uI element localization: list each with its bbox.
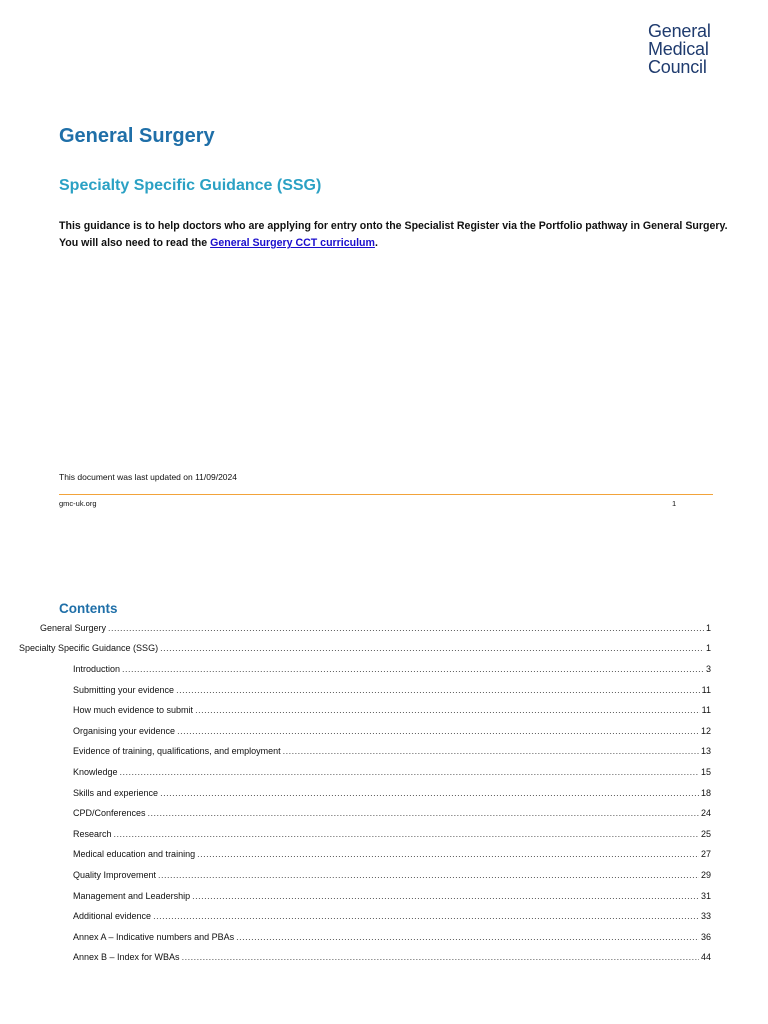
toc-item-page: 44	[700, 952, 711, 962]
toc-item-label: Specialty Specific Guidance (SSG)	[19, 643, 159, 653]
toc-leader	[236, 929, 699, 945]
toc-item[interactable]	[73, 867, 711, 883]
toc-item-label: Management and Leadership	[73, 891, 191, 901]
toc-item-page: 13	[700, 746, 711, 756]
toc-item-label: Evidence of training, qualifications, and employment	[73, 746, 281, 756]
toc-leader	[153, 908, 699, 924]
toc-item-label: Skills and experience	[73, 788, 159, 798]
intro-line-2	[59, 235, 719, 252]
toc-item[interactable]	[73, 743, 711, 759]
curriculum-link[interactable]: General Surgery CCT curriculum	[210, 237, 375, 249]
gmc-logo	[648, 22, 711, 76]
toc-item[interactable]	[73, 764, 711, 780]
toc-item[interactable]	[73, 661, 711, 677]
toc-item-page: 11	[701, 685, 711, 695]
toc-item-page: 15	[700, 767, 711, 777]
intro-line-2-suffix: .	[374, 237, 378, 249]
last-updated: This document was last updated on 11/09/2024	[59, 472, 237, 482]
toc-leader	[182, 949, 699, 965]
toc-item-page: 1	[705, 643, 711, 653]
toc-leader	[108, 620, 704, 636]
toc-item-label: Additional evidence	[73, 911, 152, 921]
toc-item-page: 3	[705, 664, 711, 674]
toc-item[interactable]	[73, 888, 711, 904]
toc-item[interactable]	[73, 702, 711, 718]
toc-item[interactable]	[73, 846, 711, 862]
toc-item-page: 25	[700, 829, 711, 839]
toc-item[interactable]	[73, 929, 711, 945]
toc-leader	[120, 764, 699, 780]
toc-item-page: 18	[700, 788, 711, 798]
page-title: General Surgery	[59, 125, 215, 147]
toc-item[interactable]	[73, 805, 711, 821]
toc-leader	[283, 743, 699, 759]
toc-item-page: 29	[700, 870, 711, 880]
toc-item[interactable]	[19, 640, 711, 656]
logo-line-general: General	[648, 21, 711, 41]
toc-item[interactable]	[40, 620, 711, 636]
toc-item-page: 36	[700, 932, 711, 942]
logo-line-council: Council	[648, 57, 707, 77]
toc-leader	[176, 682, 700, 698]
intro-text	[59, 218, 728, 252]
toc-item-page: 33	[700, 911, 711, 921]
toc-item-page: 12	[700, 726, 711, 736]
toc-item-label: Knowledge	[73, 767, 118, 777]
logo-line-medical: Medical	[648, 39, 709, 59]
toc-leader	[122, 661, 704, 677]
toc-item-label: Medical education and training	[73, 849, 196, 859]
toc-leader	[177, 723, 699, 739]
toc-item-label: General Surgery	[40, 623, 107, 633]
toc-item-label: Research	[73, 829, 112, 839]
page-subtitle: Specialty Specific Guidance (SSG)	[59, 177, 322, 194]
toc-item[interactable]	[73, 682, 711, 698]
toc-leader	[192, 888, 699, 904]
toc-item-page: 11	[701, 705, 711, 715]
toc-leader	[197, 846, 699, 862]
toc-item[interactable]	[73, 949, 711, 965]
toc-item-label: Annex A – Indicative numbers and PBAs	[73, 932, 235, 942]
toc-item[interactable]	[73, 785, 711, 801]
toc-leader	[114, 826, 699, 842]
toc-item-label: Annex B – Index for WBAs	[73, 952, 180, 962]
toc-leader	[160, 640, 704, 656]
toc-item-page: 27	[700, 849, 711, 859]
toc-item-label: Organising your evidence	[73, 726, 176, 736]
toc-item-page: 24	[700, 808, 711, 818]
footer-page-number: 1	[672, 499, 677, 508]
toc-item[interactable]	[73, 723, 711, 739]
toc-item-label: Introduction	[73, 664, 121, 674]
toc-item-label: CPD/Conferences	[73, 808, 146, 818]
toc-item-label: How much evidence to submit	[73, 705, 194, 715]
intro-line-2-prefix: You will also need to read the	[59, 237, 211, 249]
toc-leader	[160, 785, 699, 801]
toc-item-label: Quality Improvement	[73, 870, 157, 880]
toc-item-label: Submitting your evidence	[73, 685, 175, 695]
toc-item-page: 1	[705, 623, 711, 633]
footer-site: gmc-uk.org	[59, 499, 97, 508]
toc-leader	[195, 702, 700, 718]
toc-leader	[158, 867, 699, 883]
toc-item-page: 31	[700, 891, 711, 901]
toc-leader	[148, 805, 699, 821]
intro-line-1: This guidance is to help doctors who are applying for entry onto the Specialist Register via the Portfolio pathway in General Surgery.	[59, 220, 728, 232]
toc-item[interactable]	[73, 908, 711, 924]
toc-item[interactable]	[73, 826, 711, 842]
contents-heading: Contents	[59, 601, 118, 616]
footer-divider	[59, 494, 713, 495]
